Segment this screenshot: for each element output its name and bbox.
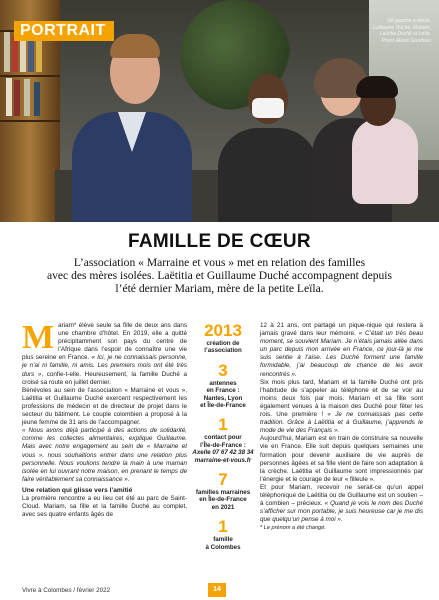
footnote: * Le prénom a été changé. [260, 525, 326, 532]
photo-caption: De gauche à droite, Guillaume Duché, Mariam, Laëtitia Duché et Leïla. Photo Alexis Goudeau [371, 18, 431, 44]
stat-colombes: 1 famille à Colombes [205, 517, 241, 551]
quote: « Nous avons déjà participé à des actions de solidarité, comme les collectes alimentaires, explique Guillaume. Mais avec notre engagement au sein de « Marraine et vous », nous souhaitions entrer dans une relation plus personnelle. Nous voulions tendre la main à une maman isolée en lui ouvrant notre maison, en prenant le temps de faire véritablement sa connaissance ». [22, 427, 187, 483]
key-figures [190, 322, 256, 558]
cover-photo [0, 0, 439, 222]
paragraph: Mariam* élève seule sa fille de deux ans dans une chambre d’hôtel. En 2019, elle a quitté précipitamment son pays du centre de l’Afrique dans l’espoir de connaître une vie plus sereine en France. « Ici, je ne connaissais personne, je n’ai ni famille, ni amis. Les premiers mois ont été très durs », confie-t-elle. Heureusement, la famille Duché a croisé sa route en juillet dernier. [22, 319, 187, 386]
section-tag: PORTRAIT [14, 21, 114, 41]
page-footer [0, 582, 439, 600]
article-lead: L’association « Marraine et vous » met en relation des familles avec des mères isolées. Laëtitia et Guillaume Duché accompagnent depuis l’été dernier Mariam, mère de la petite Leïla. [46, 256, 393, 295]
paragraph: Six mois plus tard, Mariam et la famille Duché ont pris l’habitude de s’appeler au téléphone et de se voir au moins deux fois par mois. Mariam et sa fille sont également venues à la maison des Duché pour fêter les rois. Une première ! « Je ne connaissais pas cette tradition. Grâce à Laëtitia et à Guillaume, j’apprends le mode de vie des Français ». [260, 378, 423, 435]
paragraph: Bénévoles au sein de l’association « Marraine et vous », Laëtitia et Guillaume Duché exercent respectivement les professions de médecin et de directeur de projet dans le secteur du bâtiment. Le couple colombien a proposé à la jeune femme de 31 ans de l’accompagner. [22, 386, 187, 427]
person-leila [352, 118, 418, 204]
article-column-3 [260, 322, 423, 532]
paragraph: 12 à 21 ans, ont partagé un pique-nique qui restera à jamais gravé dans leur mémoire. « C’était un très beau moment, se souvient Mariam. Je n’étais jamais allée dans un parc depuis mon arrivée en France, ce jour-là je me suis sentie à l’aise. Les Duché forment une famille formidable, j’ai beaucoup de chance de les avoir rencontrés ». [260, 322, 424, 378]
stat-contact: 1 contact pour l’Île-de-France : Axelle 07 67 42 38 34 marraine-et-vous.fr [190, 416, 256, 464]
stat-founding: 2013 création de l’association [204, 321, 242, 355]
contact-phone: Axelle 07 67 42 38 34 [192, 449, 254, 457]
stat-families: 7 familles marraines en Île-de-France en 2021 [195, 470, 251, 511]
subheading: Une relation qui glisse vers l’amitié [22, 486, 133, 494]
paragraph: Aujourd’hui, Mariam est en train de construire sa nouvelle vie en France. Elle suit depuis quelques semaines une formation pour devenir auxiliaire de vie auprès de personnes âgées et sa fille vient de faire son adaptation à la crèche. Laëtitia et Guillaume sont impressionnés par l’énergie et le courage de leur « filleule ». [260, 435, 423, 483]
publication-name: Vivre à Colombes / février 2022 [22, 587, 111, 594]
person-mariam [218, 128, 318, 222]
page-number: 14 [208, 583, 226, 597]
paragraph: Et pour Mariam, recevoir ne serait-ce qu’un appel téléphonique de Laëtitia ou de Guillaume est un soutien – à combien – précieux. « Quand je vois le nom des Duché s’afficher sur mon portable, je suis heureuse car je me dis que quelqu’un pense à moi ». [260, 483, 423, 524]
drop-cap: M [22, 319, 55, 356]
article-title: FAMILLE DE CŒUR [128, 231, 311, 252]
stat-antennas: 3 antennes en France : Nantes, Lyon et Île-de-France [200, 360, 246, 410]
article-column-1 [22, 319, 187, 519]
paragraph: La première rencontre a eu lieu cet été au parc de Saint-Cloud. Mariam, sa fille et la famille Duché au complet, avec ses quatre enfants âgés de [22, 494, 187, 519]
website-link[interactable]: marraine-et-vous.fr [194, 456, 252, 464]
